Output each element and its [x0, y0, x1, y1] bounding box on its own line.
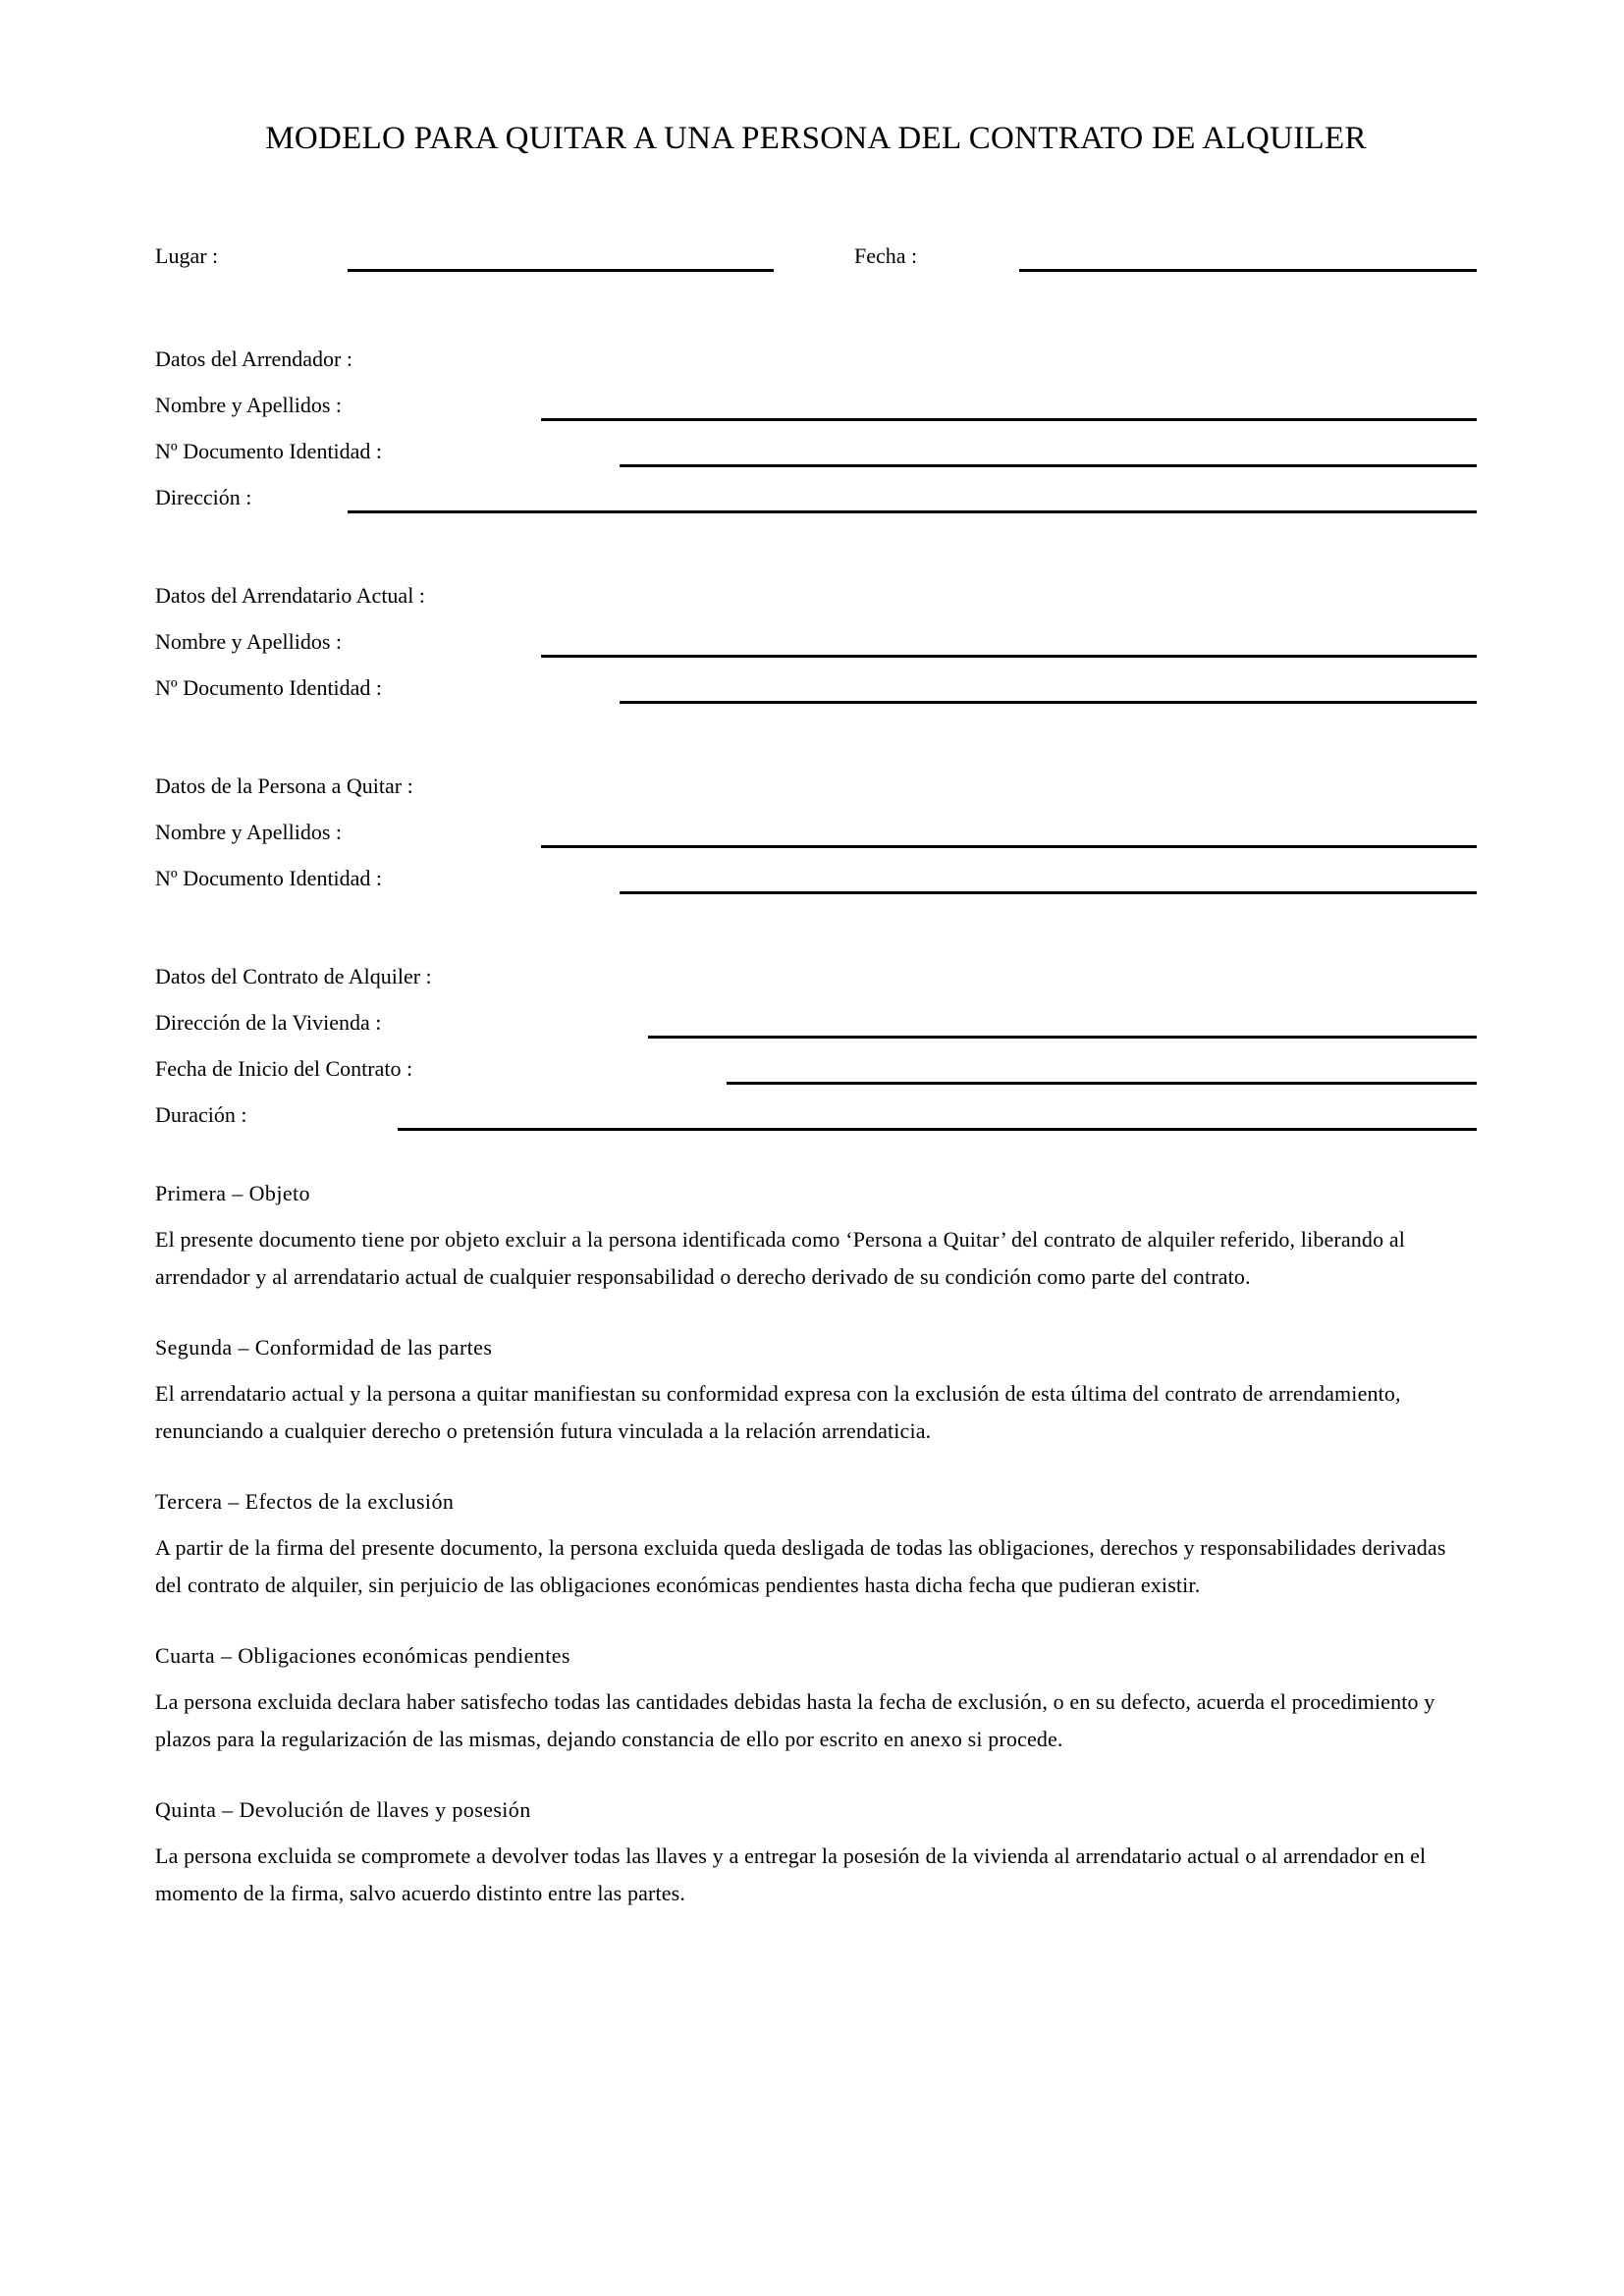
clause-heading: Cuarta – Obligaciones económicas pendientes: [155, 1643, 570, 1668]
field-row-documento: [155, 439, 1477, 485]
fecha-fill-line[interactable]: [1019, 269, 1477, 272]
clause-heading: Segunda – Conformidad de las partes: [155, 1335, 493, 1360]
field-label: Duración :: [155, 1102, 247, 1127]
section-heading: [155, 964, 1477, 1010]
section-arrendatario-actual: [155, 583, 1477, 721]
duracion-fill-line[interactable]: [398, 1128, 1477, 1131]
field-label: Nº Documento Identidad :: [155, 675, 383, 700]
document-title: MODELO PARA QUITAR A UNA PERSONA DEL CONTRATO DE ALQUILER: [265, 121, 1367, 156]
field-row-duracion: [155, 1102, 1477, 1148]
field-row-documento: [155, 866, 1477, 912]
lugar-label: Lugar :: [155, 243, 219, 268]
section-heading: [155, 774, 1477, 820]
clause-body: A partir de la firma del presente documento, la persona excluida queda desligada de todas las obligaciones, derechos y responsabilidades derivadas del contrato de alquiler, sin perjuicio de las obligaciones económicas pendientes hasta dicha fecha que pudieran existir.: [155, 1535, 1446, 1597]
clause-heading: Tercera – Efectos de la exclusión: [155, 1489, 455, 1514]
field-label: Dirección :: [155, 485, 252, 509]
clause-segunda: [155, 1335, 1477, 1450]
fecha-label: Fecha :: [854, 243, 918, 268]
section-persona-a-quitar: [155, 774, 1477, 912]
field-row-direccion: [155, 485, 1477, 531]
clause-tercera: [155, 1489, 1477, 1604]
field-row-nombre: [155, 629, 1477, 675]
nombre-fill-line[interactable]: [541, 845, 1477, 848]
clause-body: El presente documento tiene por objeto excluir a la persona identificada como ‘Persona a Quitar’ del contrato de alquiler referido, liberando al arrendador y al arrendatario actual de cualquier responsabilidad o derecho derivado de su condición como parte del contrato.: [155, 1227, 1406, 1289]
field-row-nombre: [155, 820, 1477, 866]
nombre-fill-line[interactable]: [541, 655, 1477, 658]
field-row-documento: [155, 675, 1477, 721]
section-heading-label: Datos del Arrendador :: [155, 347, 352, 371]
field-label: Fecha de Inicio del Contrato :: [155, 1056, 413, 1081]
clause-body: El arrendatario actual y la persona a quitar manifiestan su conformidad expresa con la exclusión de esta última del contrato de arrendamiento, renunciando a cualquier derecho o pretensión futura vinculada a la relación arrendaticia.: [155, 1381, 1401, 1443]
clause-cuarta: [155, 1643, 1477, 1758]
clause-body: La persona excluida declara haber satisfecho todas las cantidades debidas hasta la fecha de exclusión, o en su defecto, acuerda el procedimiento y plazos para la regularización de las mismas, dejando constancia de ello por escrito en anexo si procede.: [155, 1689, 1435, 1751]
field-row-vivienda: [155, 1010, 1477, 1056]
fecha-inicio-fill-line[interactable]: [727, 1082, 1477, 1085]
field-label: Nombre y Apellidos :: [155, 393, 343, 417]
section-heading-label: Datos de la Persona a Quitar :: [155, 774, 413, 798]
section-contrato-alquiler: [155, 964, 1477, 1148]
field-row-nombre: [155, 393, 1477, 439]
direccion-fill-line[interactable]: [348, 510, 1477, 513]
clause-heading: Primera – Objeto: [155, 1181, 310, 1205]
field-label: Nombre y Apellidos :: [155, 629, 343, 654]
section-heading-label: Datos del Arrendatario Actual :: [155, 583, 425, 608]
field-label: Nº Documento Identidad :: [155, 439, 383, 463]
section-heading: [155, 583, 1477, 629]
section-arrendador: [155, 347, 1477, 531]
place-date-row: [155, 243, 1477, 290]
documento-fill-line[interactable]: [620, 891, 1477, 894]
section-heading: [155, 347, 1477, 393]
clause-heading: Quinta – Devolución de llaves y posesión: [155, 1797, 531, 1822]
field-row-fecha-inicio: [155, 1056, 1477, 1102]
field-label: Nombre y Apellidos :: [155, 820, 343, 844]
documento-fill-line[interactable]: [620, 464, 1477, 467]
lugar-fill-line[interactable]: [348, 269, 774, 272]
clause-body: La persona excluida se compromete a devolver todas las llaves y a entregar la posesión de la vivienda al arrendatario actual o al arrendador en el momento de la firma, salvo acuerdo distinto entre las partes.: [155, 1843, 1427, 1905]
nombre-fill-line[interactable]: [541, 418, 1477, 421]
section-heading-label: Datos del Contrato de Alquiler :: [155, 964, 432, 988]
clause-primera: [155, 1181, 1477, 1296]
field-label: Nº Documento Identidad :: [155, 866, 383, 890]
field-label: Dirección de la Vivienda :: [155, 1010, 382, 1035]
vivienda-fill-line[interactable]: [648, 1036, 1477, 1039]
clause-quinta: [155, 1797, 1477, 1912]
documento-fill-line[interactable]: [620, 701, 1477, 704]
